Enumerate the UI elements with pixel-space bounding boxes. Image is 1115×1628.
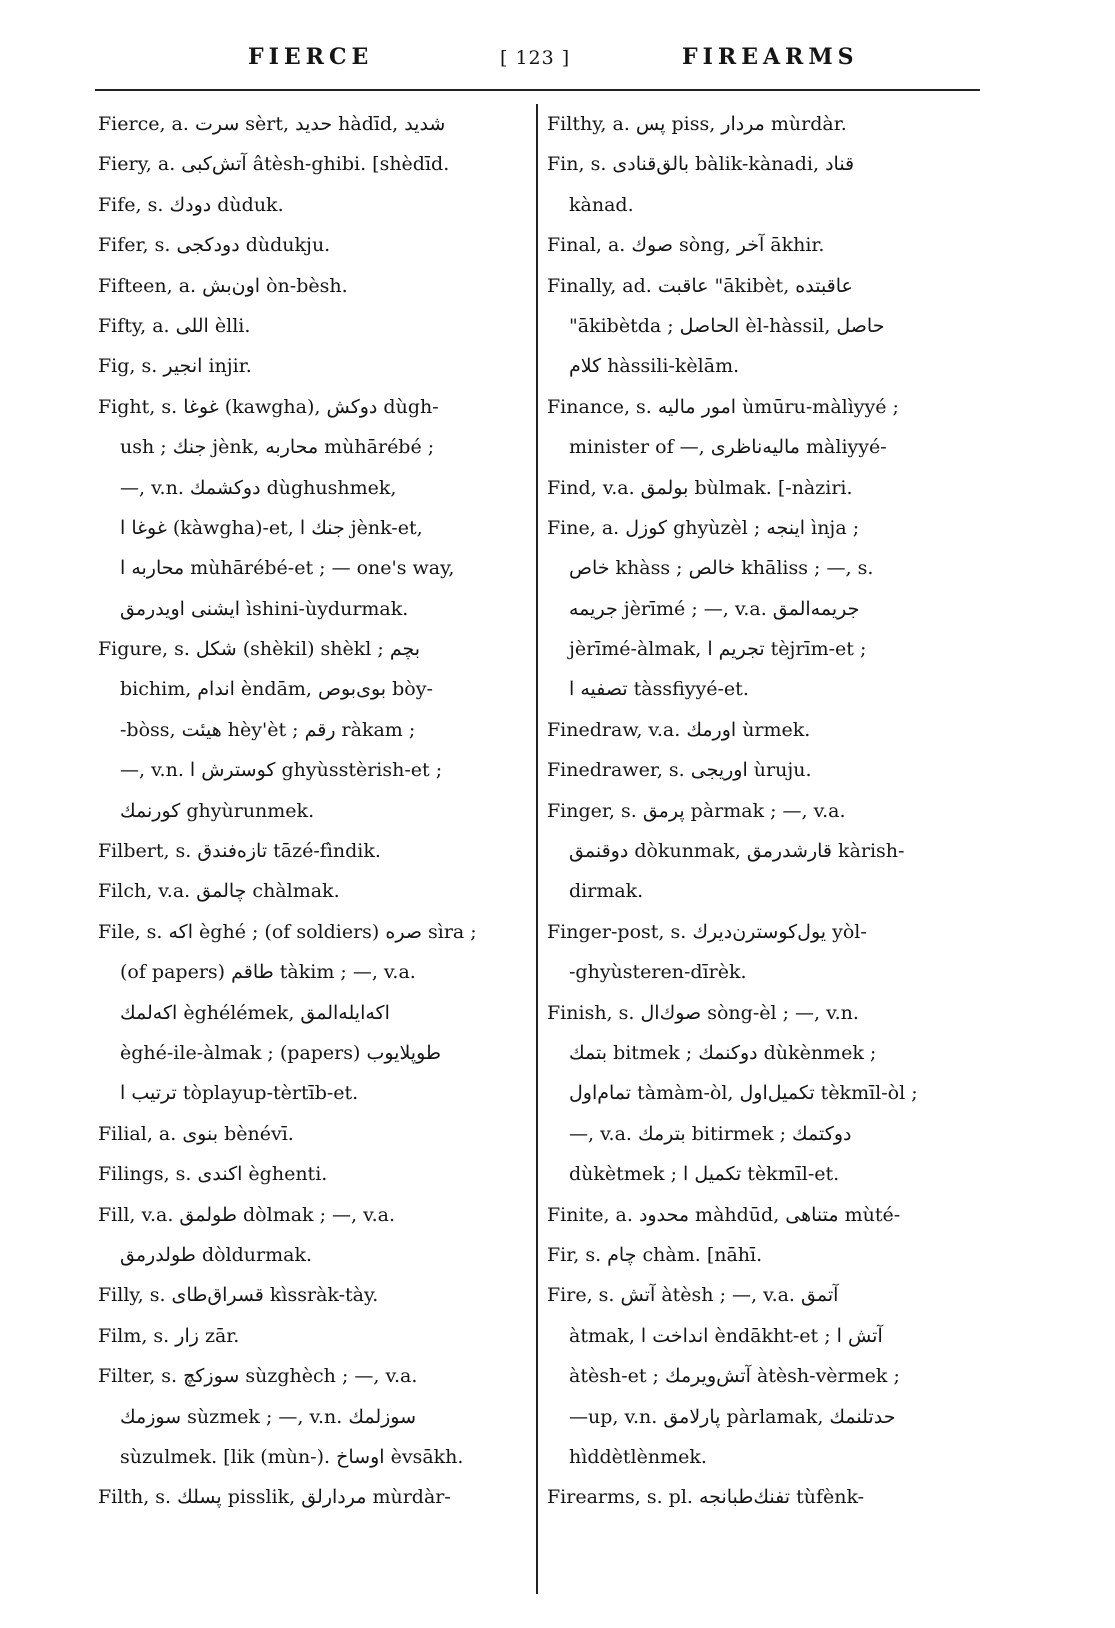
column-divider	[536, 104, 538, 1594]
entry-line: Finedraw, v.a. اورمك ùrmek.	[547, 718, 811, 741]
page-number: [ 123 ]	[500, 47, 571, 69]
header-rule	[95, 89, 980, 91]
entry-line: Finally, ad. عاقبت "ākibèt, عاقبتده	[547, 274, 853, 297]
entry-line: Fierce, a. سرت sèrt, حديد hàdīd, شديد	[98, 113, 446, 135]
entry-line: Filch, v.a. چالمق chàlmak.	[98, 880, 340, 903]
entry-continuation-line: àtmak, انداخت ا èndākht-et ; آتش ا	[569, 1324, 883, 1347]
left-column	[98, 104, 528, 1594]
entry-continuation-line: ush ; جنك jènk, محاربه mùhārébé ;	[120, 436, 435, 459]
entry-line: Filial, a. بنوى bènévī.	[98, 1122, 294, 1145]
entry-line: Finance, s. امور ماليه ùmūru-màlìyyé ;	[547, 395, 899, 418]
entry-continuation-line: خاص khàss ; خالص khāliss ; —, s.	[569, 557, 874, 580]
entry-line: Fire, s. آتش àtèsh ; —, v.a. آتمق	[547, 1284, 839, 1307]
entry-continuation-line: (of papers) طاقم tàkim ; —, v.a.	[120, 961, 416, 984]
entry-continuation-line: كلام hàssili-kèlām.	[569, 355, 740, 378]
running-head-right: FIREARMS	[682, 44, 859, 70]
entry-line: Fiery, a. آتش‌كبى âtèsh-ghibi. [shèdīd.	[98, 153, 450, 176]
entry-continuation-line: "ākibètda ; الحاصل èl-hàssil, حاصل	[569, 314, 885, 337]
entry-continuation-line: dùkètmek ; تكميل ا tèkmīl-et.	[569, 1163, 840, 1186]
entry-line: Filly, s. قسراق‌طاى kìssràk-tày.	[98, 1284, 379, 1307]
entry-continuation-line: سوزمك sùzmek ; —, v.n. سوزلمك	[120, 1405, 417, 1428]
entry-line: Filbert, s. تازه‌فندق tāzé-fìndik.	[98, 840, 381, 863]
entry-line: Filth, s. پسلك pisslik, مردارلق mùrdàr-	[98, 1486, 451, 1509]
entry-line: Finger, s. پرمق pàrmak ; —, v.a.	[547, 799, 846, 822]
entry-continuation-line: كورنمك ghyùrunmek.	[120, 799, 315, 822]
entry-line: Film, s. زار zār.	[98, 1324, 240, 1347]
entry-continuation-line: تصفيه ا tàssfiyyé-et.	[569, 678, 749, 701]
entry-continuation-line: محاربه ا mùhārébé-et ; — one's way,	[120, 557, 455, 580]
entry-continuation-line: sùzulmek. [lik (mùn-). اوساخ èvsākh.	[120, 1445, 464, 1468]
entry-line: Fir, s. چام chàm. [nāhī.	[547, 1243, 763, 1266]
entry-continuation-line: èghé-ile-àlmak ; (papers) طوپلايوب	[120, 1041, 442, 1064]
entry-line: Fig, s. انجير injir.	[98, 355, 252, 378]
entry-continuation-line: kànad.	[569, 193, 634, 216]
entry-line: Firearms, s. pl. تفنك‌طبانجه tùfènk-	[547, 1486, 865, 1509]
entry-line: Fin, s. بالق‌قنادى bàlik-kànadi, قناد	[547, 153, 855, 176]
entry-continuation-line: —up, v.n. پارلامق pàrlamak, حدتلنمك	[569, 1405, 896, 1428]
entry-continuation-line: minister of —, ماليه‌ناظرى màliyyé-	[569, 436, 887, 459]
entry-continuation-line: jèrīmé-àlmak, تجريم ا tèjrīm-et ;	[569, 638, 867, 661]
entry-line: Fifty, a. اللى èlli.	[98, 314, 251, 337]
entry-continuation-line: ايشنى اويدرمق ìshini-ùydurmak.	[120, 597, 409, 620]
entry-continuation-line: دوقنمق dòkunmak, قارشدرمق kàrish-	[569, 840, 905, 863]
entry-line: Fill, v.a. طولمق dòlmak ; —, v.a.	[98, 1203, 396, 1226]
entry-continuation-line: hìddètlènmek.	[569, 1445, 707, 1468]
entry-continuation-line: —, v.n. كوسترش ا ghyùsstèrish-et ;	[120, 759, 443, 782]
entry-line: Finger-post, s. يول‌كوسترن‌ديرك yòl-	[547, 920, 867, 943]
entry-line: Final, a. صوك sòng, آخر ākhir.	[547, 234, 825, 257]
entry-continuation-line: —, v.a. بترمك bitirmek ; دوكتمك	[569, 1122, 852, 1145]
entry-line: Fight, s. غوغا (kawgha), دوكش dùgh-	[98, 395, 439, 418]
entry-continuation-line: bichim, اندام èndām, بوى‌بوص bòy-	[120, 678, 433, 701]
entry-continuation-line: ترتيب ا tòplayup-tèrtīb-et.	[120, 1082, 359, 1105]
entry-line: Filings, s. اكندى èghenti.	[98, 1163, 328, 1186]
entry-line: Fifer, s. دودكجى dùdukju.	[98, 234, 331, 257]
entry-line: Figure, s. شكل (shèkil) shèkl ; بچم	[98, 638, 421, 661]
entry-continuation-line: جريمه jèrīmé ; —, v.a. جريمه‌المق	[569, 597, 860, 620]
right-column	[547, 104, 977, 1594]
entry-continuation-line: dirmak.	[569, 880, 644, 903]
entry-line: Filter, s. سوزكچ sùzghèch ; —, v.a.	[98, 1365, 418, 1388]
entry-continuation-line: طولدرمق dòldurmak.	[120, 1243, 313, 1266]
entry-continuation-line: àtèsh-et ; آتش‌ويرمك àtèsh-vèrmek ;	[569, 1365, 900, 1388]
entry-line: Finedrawer, s. اوريجى ùruju.	[547, 759, 812, 782]
entry-continuation-line: بتمك bitmek ; دوكنمك dùkènmek ;	[569, 1041, 877, 1064]
entry-continuation-line: -ghyùsteren-dīrèk.	[569, 961, 747, 984]
entry-line: Finish, s. صوك‌ال sòng-èl ; —, v.n.	[547, 1001, 859, 1024]
entry-line: File, s. اكه èghé ; (of soldiers) صره sìra ;	[98, 920, 477, 943]
entry-continuation-line: اكه‌لمك èghélémek, اكه‌ايله‌المق	[120, 1001, 390, 1024]
entry-line: Find, v.a. بولمق bùlmak. [-nàziri.	[547, 476, 853, 499]
entry-continuation-line: غوغا ا (kàwgha)-et, جنك ا jènk-et,	[120, 516, 423, 539]
entry-line: Filthy, a. پس piss, مردار mùrdàr.	[547, 113, 847, 135]
entry-line: Fine, a. كوزل ghyùzèl ; اينجه ìnja ;	[547, 516, 860, 539]
running-head-left: FIERCE	[248, 44, 374, 70]
entry-continuation-line: -bòss, هيئت hèy'èt ; رقم ràkam ;	[120, 718, 416, 741]
entry-continuation-line: —, v.n. دوكشمك dùghushmek,	[120, 476, 397, 499]
entry-line: Fife, s. دودك dùduk.	[98, 193, 284, 216]
entry-line: Fifteen, a. اون‌بش òn-bèsh.	[98, 274, 348, 297]
entry-line: Finite, a. محدود màhdūd, متناهى mùté-	[547, 1203, 901, 1226]
entry-continuation-line: تمام‌اول tàmàm-òl, تكميل‌اول tèkmīl-òl ;	[569, 1082, 918, 1105]
